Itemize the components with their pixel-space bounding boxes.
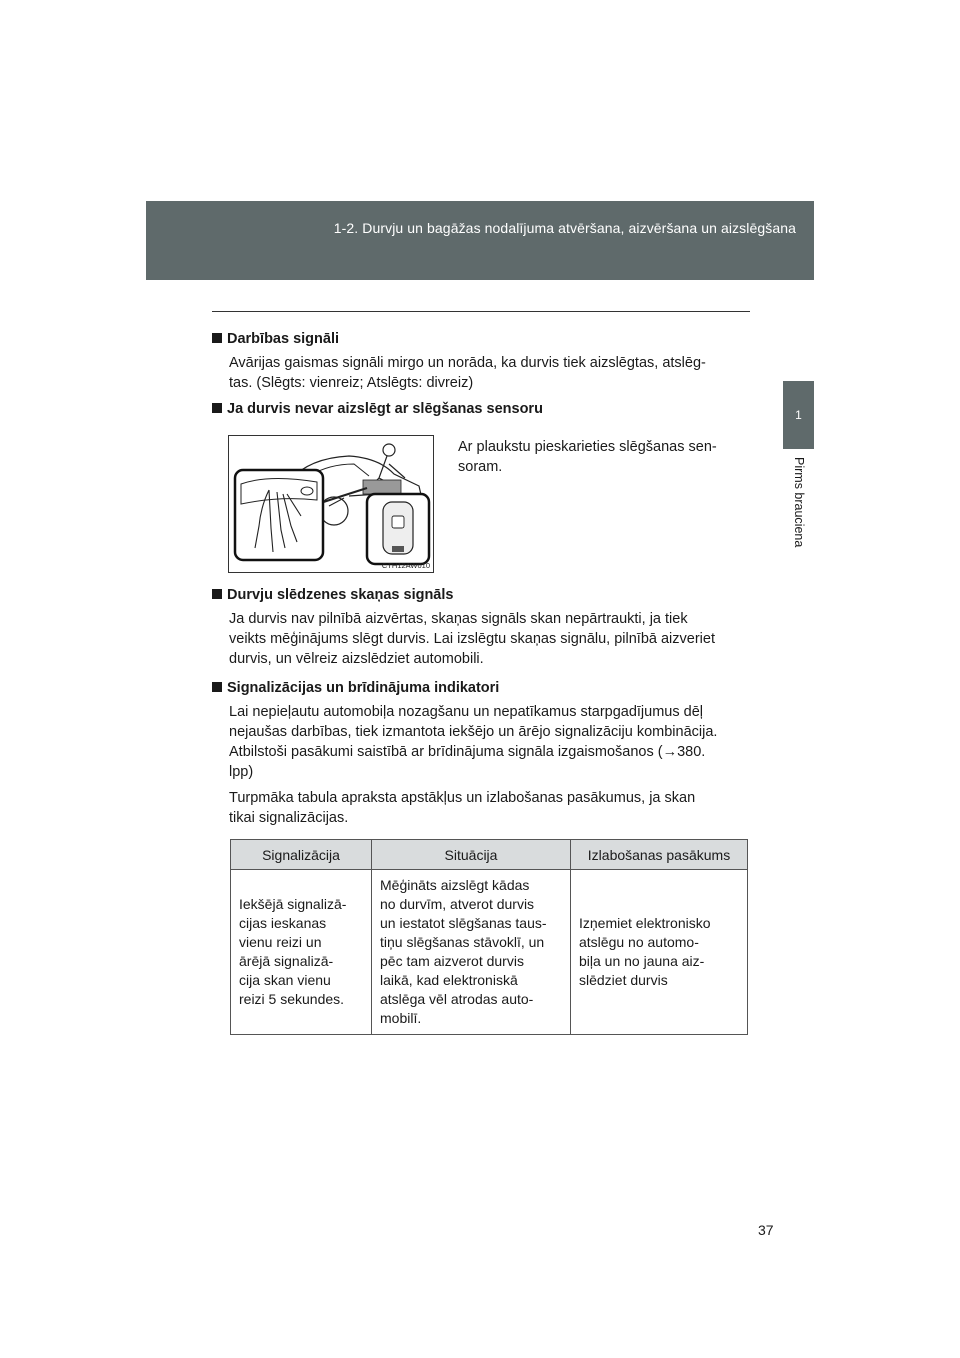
car-door-handle-illustration — [229, 436, 433, 572]
figure-caption: CTH12AW010 — [381, 561, 430, 570]
table-header-row — [231, 840, 748, 870]
header-rule — [212, 311, 750, 312]
chapter-header-title: 1-2. Durvju un bagāžas nodalījuma atvēršana, aizvēršana un aizslēgšana — [333, 220, 796, 236]
table-cell-situacija: Mēģināts aizslēgt kādas no durvīm, atverot durvis un iestatot slēgšanas taus- tiņu slēgšanas stāvoklī, un pēc tam aizverot durvis laikā, kad elektroniskā atslēga vēl atrodas auto- mobilī. — [372, 870, 571, 1035]
table-header-cell: Izlabošanas pasākums — [571, 840, 748, 870]
table-header-cell: Situācija — [372, 840, 571, 870]
table-cell-signalizacija: Iekšējā signalizā- cijas ieskanas vienu reizi un ārējā signalizā- cija skan vienu reizi 5 sekundes. — [231, 870, 372, 1035]
illustration-touch-lock-sensor — [228, 435, 434, 573]
square-bullet-icon — [212, 333, 222, 343]
section-text-signalizacijas-p1: Lai nepieļautu automobiļa nozagšanu un nepatīkamus starpgadījumus dēļ nejaušas darbības, tiek izmantota iekšējo un ārējo signalizāciju kombinācija. Atbilstoši pasākumi saistībā ar brīdinājuma signāla izgaismošanos (→380. lpp) — [229, 704, 718, 780]
section-text-signalizacijas-p2: Turpmāka tabula apraksta apstākļus un izlabošanas pasākumus, ja skan tikai signalizācijas. — [229, 790, 696, 826]
section-heading-skanas-signals: Durvju slēdzenes skaņas signāls — [212, 587, 453, 603]
section-heading-signalizacijas-indikatori: Signalizācijas un brīdinājuma indikatori — [212, 680, 499, 696]
page-number: 37 — [758, 1222, 774, 1238]
chapter-tab-label: Pirms brauciena — [792, 457, 806, 548]
table-header-cell: Signalizācija — [231, 840, 372, 870]
section-text-skanas-signals: Ja durvis nav pilnībā aizvērtas, skaņas signāls skan nepārtraukti, ja tiek veikts mēģinājums slēgt durvis. Lai izslēgtu skaņas signālu, pilnībā aizveriet durvis, un vēlreiz aizslēdziet automobili. — [229, 611, 715, 667]
table-cell-izlabosanas: Izņemiet elektronisko atslēgu no automo- biļa un no jauna aiz- slēdziet durvis — [571, 870, 748, 1035]
section-heading-darbibas-signali: Darbības signāli — [212, 331, 339, 347]
alarm-correction-table — [230, 839, 748, 1035]
square-bullet-icon — [212, 403, 222, 413]
chapter-header-bar — [146, 201, 814, 280]
square-bullet-icon — [212, 682, 222, 692]
chapter-tab-number: 1 — [783, 381, 814, 449]
figure-instruction-text: Ar plaukstu pieskarieties slēgšanas sen- soram. — [458, 439, 717, 475]
section-text-darbibas-signali: Avārijas gaismas signāli mirgo un norāda, ka durvis tiek aizslēgtas, atslēg- tas. (Slēgts: vienreiz; Atslēgts: divreiz) — [229, 355, 706, 391]
square-bullet-icon — [212, 589, 222, 599]
section-heading-slegsanas-sensors: Ja durvis nevar aizslēgt ar slēgšanas sensoru — [212, 401, 543, 417]
table-row — [231, 870, 748, 1035]
